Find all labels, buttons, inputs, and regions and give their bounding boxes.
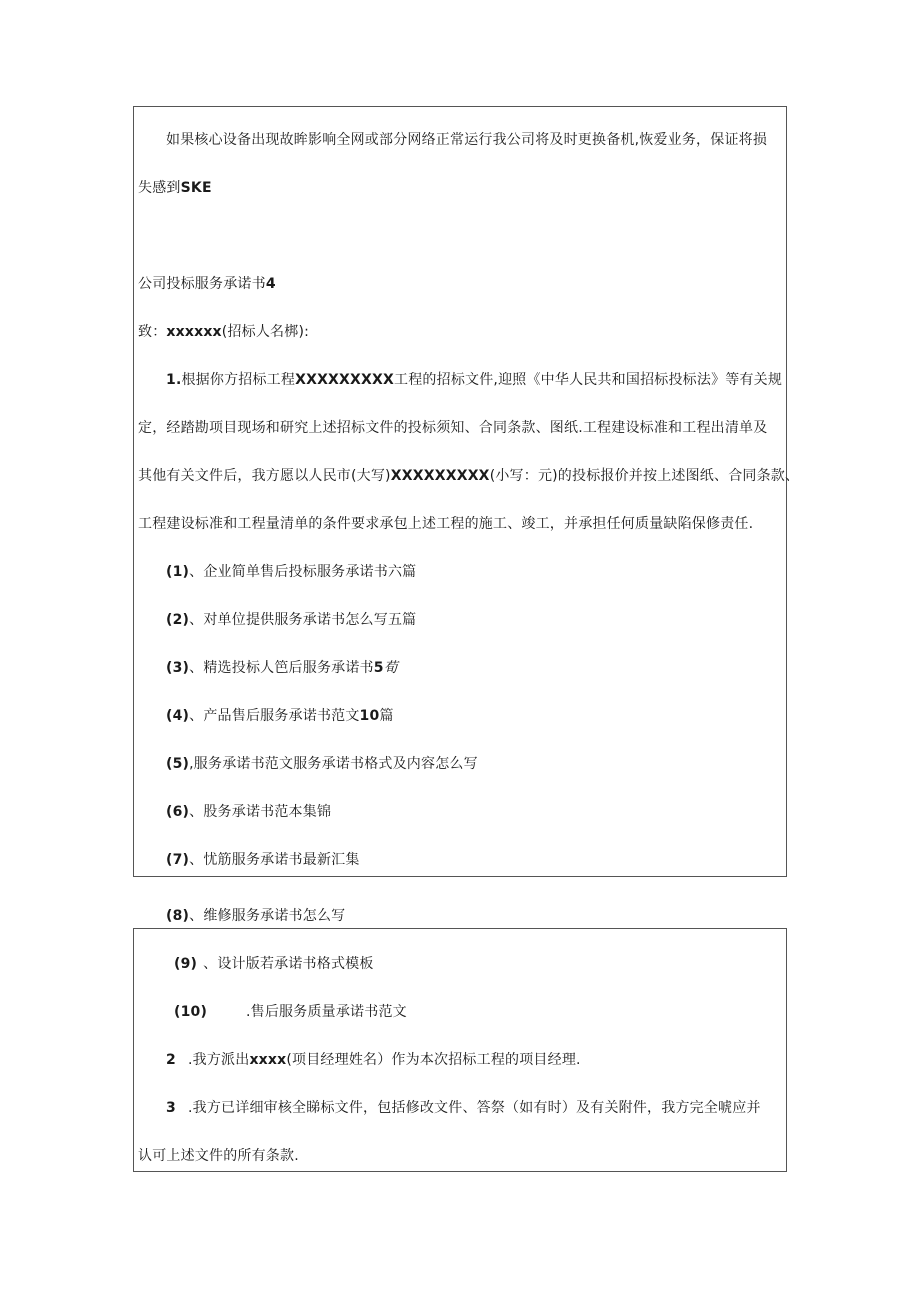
list-item: (8)、维修服务承诺书怎么写 — [166, 908, 346, 924]
list-item: (7)、忧筋服务承诺书最新汇集 — [166, 852, 360, 868]
list-item: (10) .售后服务质量承诺书范文 — [174, 1004, 407, 1020]
item-1-line: 工程建设标准和工程量清单的条件要求承包上述工程的施工、竣工，并承担任何质量缺陷保修责任. — [138, 516, 754, 532]
list-item: (3)、精选投标人笆后服务承诺书5荀 — [166, 660, 398, 676]
addressee-line: 致：xxxxxx(招标人名梆): — [138, 324, 310, 340]
item-3-line: 3 .我方已详细审核全睇标文件，包括修改文件、答祭（如有时）及有关附件，我方完全唬应并 — [166, 1100, 761, 1116]
section-heading: 公司投标服务承诺书4 — [138, 276, 276, 292]
list-item: (2)、对单位提供服务承诺书怎么写五篇 — [166, 612, 417, 628]
item-1-line: 定，经踏勘项目现场和研究上述招标文件的投标须知、合同条款、图纸.工程建设标准和工程出清单及 — [138, 420, 768, 436]
paragraph-line: 如果核心设备出现故眸影响全网或部分网络正常运行我公司将及时更换备机,恢爱业务，保证将损 — [166, 132, 768, 148]
list-item: (5),服务承诺书范文服务承诺书格式及内容怎么写 — [166, 756, 478, 772]
list-item: (1)、企业简单售后投标服务承诺书六篇 — [166, 564, 417, 580]
list-item: (9) 、设计版若承诺书格式模板 — [174, 956, 374, 972]
item-1-line: 1.根据你方招标工程XXXXXXXXX工程的招标文件,迎照《中华人民共和国招标投标法》等有关规 — [166, 372, 783, 388]
list-item: (4)、产品售后服务承诺书范文10篇 — [166, 708, 394, 724]
list-item: (6)、股务承诺书范本集锦 — [166, 804, 332, 820]
item-2-line: 2 .我方派出xxxx(项目经理姓名）作为本次招标工程的项目经理. — [166, 1052, 581, 1068]
paragraph-line: 失感到SKE — [138, 180, 212, 196]
item-3-line: 认可上述文件的所有条款. — [138, 1148, 299, 1164]
item-1-line: 其他有关文件后，我方愿以人民市(大写)XXXXXXXXX(小写：元)的投标报价并按上述图纸、合同条款、 — [138, 468, 800, 484]
